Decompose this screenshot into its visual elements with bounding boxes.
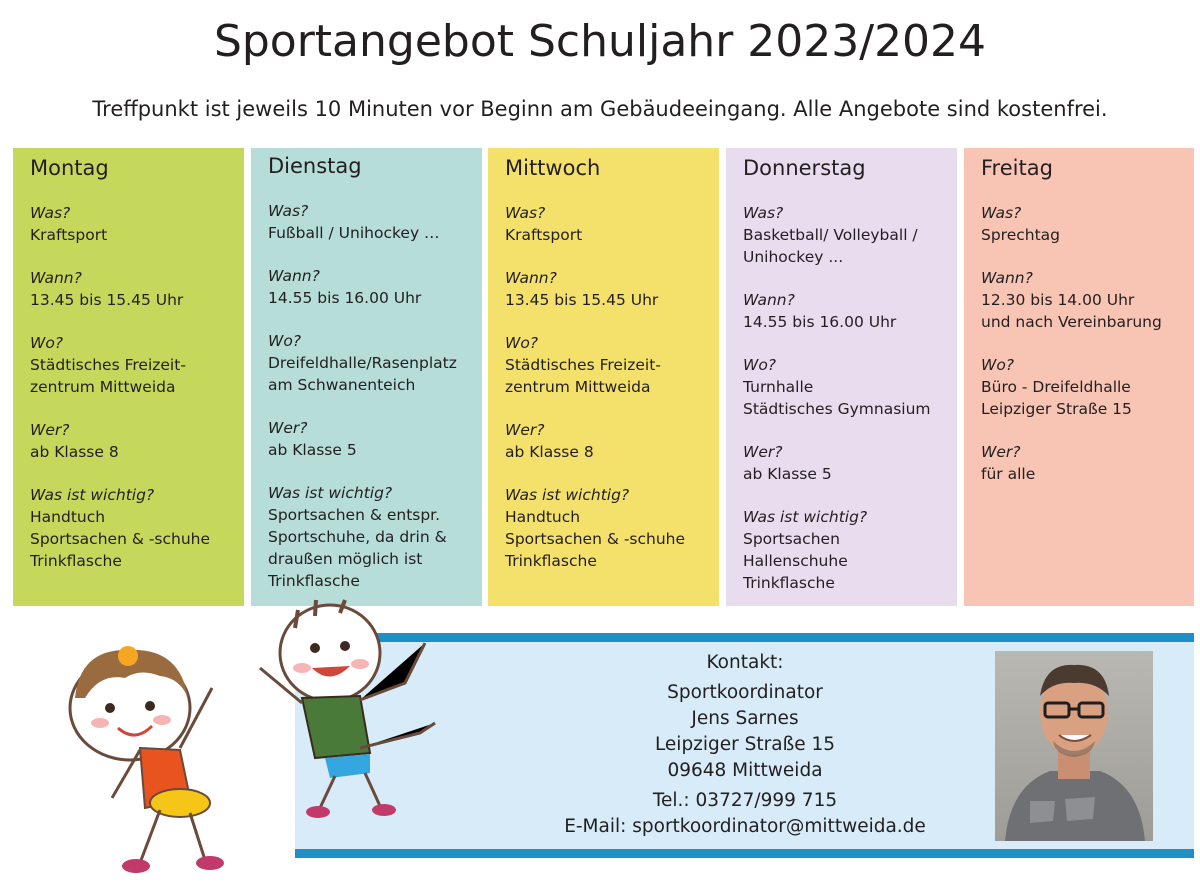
question-label: Wer? [268,419,308,437]
day-column-freitag [964,148,1194,606]
portrait-drawing [995,651,1153,841]
answer-text: ab Klasse 5 [268,441,357,459]
info-block-wichtig [30,484,232,572]
answer-text: Basketball/ Volleyball / Unihockey ... [743,226,918,266]
info-block-wo [981,354,1182,420]
info-block-was [268,200,470,244]
info-block-wichtig [743,506,945,594]
answer-text: Kraftsport [505,226,583,244]
answer-text: Büro - Dreifeldhalle Leipziger Straße 15 [981,378,1132,418]
contact-name: Jens Sarnes [691,708,799,729]
day-heading: Freitag [981,156,1053,180]
question-label: Was? [743,204,784,222]
info-block-wichtig [505,484,707,572]
info-block-wann [30,267,232,311]
question-label: Was? [505,204,546,222]
question-label: Wann? [30,269,82,287]
day-column-montag [13,148,244,606]
coordinator-portrait-photo [995,651,1153,841]
answer-text: 14.55 bis 16.00 Uhr [743,313,897,331]
info-block-was [30,202,232,246]
answer-text: Fußball / Unihockey … [268,224,440,242]
question-label: Was? [981,204,1022,222]
contact-phone: Tel.: 03727/999 715 [652,790,838,811]
info-block-wer [505,419,707,463]
answer-text: ab Klasse 5 [743,465,832,483]
answer-text: Dreifeldhalle/Rasenplatz am Schwanenteich [268,354,457,394]
contact-heading: Kontakt: [706,652,784,673]
question-label: Was ist wichtig? [505,486,630,504]
boy-figure [260,600,435,818]
info-block-wer [743,441,945,485]
day-heading: Dienstag [268,154,362,178]
info-block-was [743,202,945,268]
contact-block [545,650,945,840]
day-heading: Donnerstag [743,156,866,180]
question-label: Was ist wichtig? [743,508,868,526]
contact-city: 09648 Mittweida [667,760,823,781]
contact-street: Leipziger Straße 15 [654,734,836,755]
question-label: Was ist wichtig? [268,484,393,502]
answer-text: Städtisches Freizeit- zentrum Mittweida [30,356,186,396]
day-column-dienstag [251,148,482,606]
question-label: Was? [268,202,309,220]
answer-text: Sportsachen & entspr. Sportschuhe, da drin & draußen möglich ist Trinkflasche [268,506,447,590]
day-column-mittwoch [488,148,719,606]
info-block-wo [30,332,232,398]
question-label: Wo? [505,334,539,352]
day-column-donnerstag [726,148,957,606]
question-label: Wer? [505,421,545,439]
answer-text: Städtisches Freizeit- zentrum Mittweida [505,356,661,396]
question-label: Wann? [505,269,557,287]
info-block-wann [268,265,470,309]
info-block-wo [505,332,707,398]
girl-figure [70,646,224,873]
page-subtitle: Treffpunkt ist jeweils 10 Minuten vor Beginn am Gebäudeeingang. Alle Angebote sind kostenfrei. [92,97,1108,121]
answer-text: 13.45 bis 15.45 Uhr [505,291,659,309]
question-label: Wann? [981,269,1033,287]
answer-text: ab Klasse 8 [30,443,119,461]
day-heading: Montag [30,156,109,180]
question-label: Wo? [743,356,777,374]
contact-role: Sportkoordinator [667,682,823,703]
info-block-was [505,202,707,246]
info-block-wer [268,417,470,461]
answer-text: Kraftsport [30,226,108,244]
answer-text: ab Klasse 8 [505,443,594,461]
info-block-was [981,202,1182,246]
question-label: Wer? [743,443,783,461]
answer-text: Sprechtag [981,226,1061,244]
info-block-wann [981,267,1182,333]
info-block-wer [30,419,232,463]
kids-jumping-illustration [40,598,460,883]
question-label: Wann? [268,267,320,285]
question-label: Wer? [30,421,70,439]
question-label: Wo? [30,334,64,352]
info-block-wer [981,441,1182,485]
answer-text: Turnhalle Städtisches Gymnasium [743,378,931,418]
info-block-wann [505,267,707,311]
answer-text: 13.45 bis 15.45 Uhr [30,291,184,309]
info-block-wo [268,330,470,396]
info-block-wo [743,354,945,420]
answer-text: 12.30 bis 14.00 Uhr und nach Vereinbarung [981,291,1162,331]
answer-text: 14.55 bis 16.00 Uhr [268,289,422,307]
page-title: Sportangebot Schuljahr 2023/2024 [213,16,987,67]
day-heading: Mittwoch [505,156,601,180]
question-label: Wo? [268,332,302,350]
answer-text: Handtuch Sportsachen & -schuhe Trinkflasche [30,508,211,570]
answer-text: Handtuch Sportsachen & -schuhe Trinkflasche [505,508,686,570]
answer-text: Sportsachen Hallenschuhe Trinkflasche [743,530,848,592]
info-block-wann [743,289,945,333]
question-label: Wann? [743,291,795,309]
question-label: Was? [30,204,71,222]
info-block-wichtig [268,482,470,592]
question-label: Was ist wichtig? [30,486,155,504]
question-label: Wer? [981,443,1021,461]
question-label: Wo? [981,356,1015,374]
answer-text: für alle [981,465,1036,483]
contact-email: E-Mail: sportkoordinator@mittweida.de [564,816,926,837]
